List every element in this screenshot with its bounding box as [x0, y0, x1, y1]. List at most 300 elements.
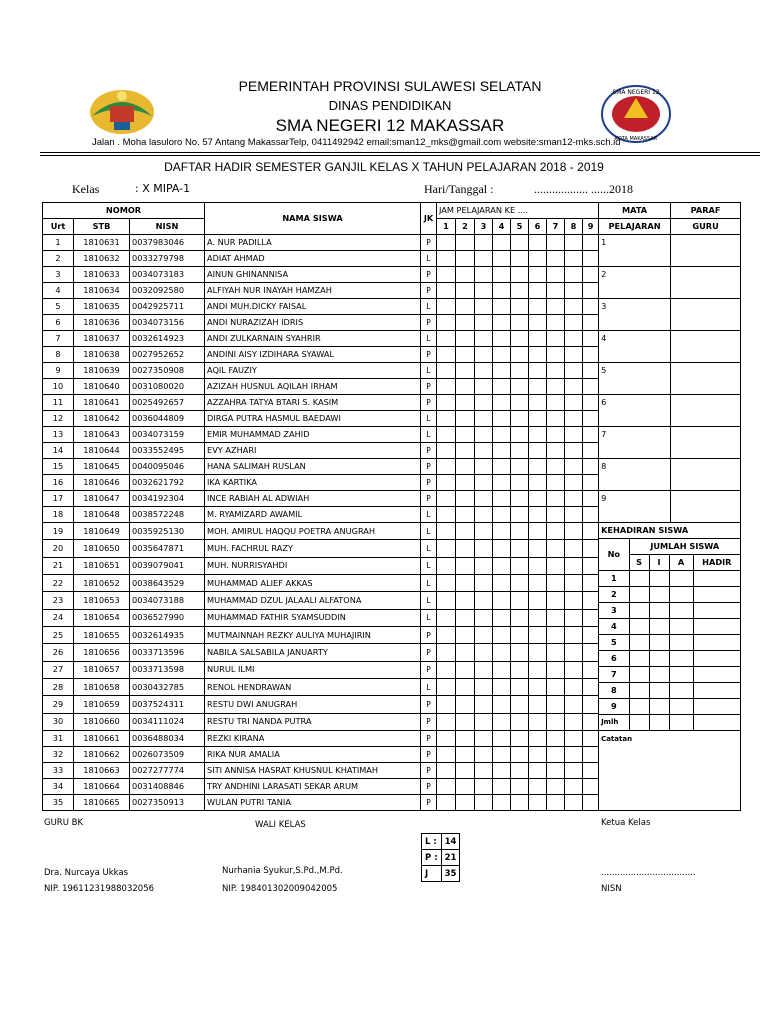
jam-checkbox-cell[interactable]	[437, 395, 456, 411]
alpa-cell[interactable]	[669, 635, 693, 651]
jam-checkbox-cell[interactable]	[493, 713, 511, 730]
jam-checkbox-cell[interactable]	[493, 491, 511, 507]
jam-checkbox-cell[interactable]	[583, 678, 599, 695]
jam-checkbox-cell[interactable]	[456, 626, 475, 643]
jam-checkbox-cell[interactable]	[511, 609, 529, 626]
jam-checkbox-cell[interactable]	[565, 507, 583, 523]
alpa-cell[interactable]	[669, 683, 693, 699]
jam-checkbox-cell[interactable]	[456, 713, 475, 730]
jam-checkbox-cell[interactable]	[529, 763, 547, 779]
jam-checkbox-cell[interactable]	[437, 592, 456, 609]
jam-checkbox-cell[interactable]	[456, 459, 475, 475]
jam-checkbox-cell[interactable]	[529, 475, 547, 491]
jam-checkbox-cell[interactable]	[437, 678, 456, 695]
jam-checkbox-cell[interactable]	[547, 283, 565, 299]
jam-checkbox-cell[interactable]	[511, 747, 529, 763]
jam-checkbox-cell[interactable]	[547, 491, 565, 507]
jam-checkbox-cell[interactable]	[583, 411, 599, 427]
jam-checkbox-cell[interactable]	[437, 523, 456, 540]
jam-checkbox-cell[interactable]	[493, 395, 511, 411]
jam-checkbox-cell[interactable]	[475, 609, 493, 626]
jam-checkbox-cell[interactable]	[583, 713, 599, 730]
jam-checkbox-cell[interactable]	[437, 459, 456, 475]
jam-checkbox-cell[interactable]	[437, 331, 456, 347]
jam-checkbox-cell[interactable]	[456, 696, 475, 713]
jam-checkbox-cell[interactable]	[565, 459, 583, 475]
hadir-cell[interactable]	[693, 635, 740, 651]
jam-checkbox-cell[interactable]	[547, 609, 565, 626]
jam-checkbox-cell[interactable]	[511, 523, 529, 540]
jam-checkbox-cell[interactable]	[583, 644, 599, 661]
jam-checkbox-cell[interactable]	[511, 235, 529, 251]
mata-pelajaran-cell[interactable]	[599, 459, 671, 491]
jam-checkbox-cell[interactable]	[475, 507, 493, 523]
jam-checkbox-cell[interactable]	[456, 411, 475, 427]
jam-checkbox-cell[interactable]	[437, 644, 456, 661]
jam-checkbox-cell[interactable]	[511, 411, 529, 427]
jam-checkbox-cell[interactable]	[437, 795, 456, 811]
jam-checkbox-cell[interactable]	[565, 523, 583, 540]
jam-checkbox-cell[interactable]	[583, 235, 599, 251]
jam-checkbox-cell[interactable]	[437, 475, 456, 491]
jam-checkbox-cell[interactable]	[583, 459, 599, 475]
jam-checkbox-cell[interactable]	[529, 299, 547, 315]
jam-checkbox-cell[interactable]	[547, 235, 565, 251]
jam-checkbox-cell[interactable]	[493, 661, 511, 678]
jam-checkbox-cell[interactable]	[529, 395, 547, 411]
jam-checkbox-cell[interactable]	[583, 251, 599, 267]
jam-checkbox-cell[interactable]	[456, 763, 475, 779]
jam-checkbox-cell[interactable]	[456, 540, 475, 557]
hadir-cell[interactable]	[693, 667, 740, 683]
jam-checkbox-cell[interactable]	[547, 795, 565, 811]
jam-checkbox-cell[interactable]	[547, 763, 565, 779]
jam-checkbox-cell[interactable]	[511, 491, 529, 507]
jam-checkbox-cell[interactable]	[565, 299, 583, 315]
sakit-cell[interactable]	[629, 603, 649, 619]
izin-cell[interactable]	[649, 587, 669, 603]
jam-checkbox-cell[interactable]	[583, 347, 599, 363]
mata-pelajaran-cell[interactable]	[599, 299, 671, 331]
jam-checkbox-cell[interactable]	[456, 363, 475, 379]
jam-checkbox-cell[interactable]	[493, 283, 511, 299]
jam-checkbox-cell[interactable]	[511, 731, 529, 747]
jam-checkbox-cell[interactable]	[475, 331, 493, 347]
jam-checkbox-cell[interactable]	[529, 283, 547, 299]
jam-checkbox-cell[interactable]	[565, 251, 583, 267]
jam-checkbox-cell[interactable]	[475, 251, 493, 267]
jam-checkbox-cell[interactable]	[456, 644, 475, 661]
jam-checkbox-cell[interactable]	[529, 331, 547, 347]
jam-checkbox-cell[interactable]	[437, 347, 456, 363]
jam-checkbox-cell[interactable]	[583, 795, 599, 811]
jam-checkbox-cell[interactable]	[565, 644, 583, 661]
jam-checkbox-cell[interactable]	[493, 540, 511, 557]
jam-checkbox-cell[interactable]	[511, 299, 529, 315]
jam-checkbox-cell[interactable]	[547, 779, 565, 795]
hadir-cell[interactable]	[693, 619, 740, 635]
mata-pelajaran-cell[interactable]	[599, 363, 671, 395]
jam-checkbox-cell[interactable]	[437, 491, 456, 507]
jam-checkbox-cell[interactable]	[547, 347, 565, 363]
jam-checkbox-cell[interactable]	[493, 299, 511, 315]
jam-checkbox-cell[interactable]	[456, 251, 475, 267]
jam-checkbox-cell[interactable]	[511, 696, 529, 713]
jam-checkbox-cell[interactable]	[475, 696, 493, 713]
jam-checkbox-cell[interactable]	[437, 747, 456, 763]
jam-checkbox-cell[interactable]	[529, 557, 547, 574]
jam-checkbox-cell[interactable]	[456, 395, 475, 411]
jam-checkbox-cell[interactable]	[565, 443, 583, 459]
jam-checkbox-cell[interactable]	[475, 427, 493, 443]
jam-checkbox-cell[interactable]	[493, 763, 511, 779]
jam-checkbox-cell[interactable]	[547, 557, 565, 574]
jam-checkbox-cell[interactable]	[493, 363, 511, 379]
hadir-cell[interactable]	[693, 683, 740, 699]
jam-checkbox-cell[interactable]	[437, 251, 456, 267]
jam-checkbox-cell[interactable]	[565, 557, 583, 574]
jam-checkbox-cell[interactable]	[547, 540, 565, 557]
jam-checkbox-cell[interactable]	[456, 491, 475, 507]
jam-checkbox-cell[interactable]	[529, 747, 547, 763]
mata-pelajaran-cell[interactable]	[599, 491, 671, 523]
jam-checkbox-cell[interactable]	[583, 779, 599, 795]
jam-checkbox-cell[interactable]	[547, 395, 565, 411]
jam-checkbox-cell[interactable]	[456, 379, 475, 395]
jam-checkbox-cell[interactable]	[583, 523, 599, 540]
jam-checkbox-cell[interactable]	[475, 267, 493, 283]
jam-checkbox-cell[interactable]	[475, 731, 493, 747]
jam-checkbox-cell[interactable]	[547, 747, 565, 763]
jam-checkbox-cell[interactable]	[565, 379, 583, 395]
jam-checkbox-cell[interactable]	[529, 427, 547, 443]
jam-checkbox-cell[interactable]	[583, 609, 599, 626]
jam-checkbox-cell[interactable]	[583, 315, 599, 331]
alpa-cell[interactable]	[669, 603, 693, 619]
jam-checkbox-cell[interactable]	[437, 379, 456, 395]
jam-checkbox-cell[interactable]	[511, 763, 529, 779]
jam-checkbox-cell[interactable]	[493, 779, 511, 795]
jam-checkbox-cell[interactable]	[583, 299, 599, 315]
jam-checkbox-cell[interactable]	[437, 411, 456, 427]
jam-checkbox-cell[interactable]	[529, 347, 547, 363]
jam-checkbox-cell[interactable]	[583, 731, 599, 747]
jam-checkbox-cell[interactable]	[547, 443, 565, 459]
jam-checkbox-cell[interactable]	[547, 299, 565, 315]
hadir-cell[interactable]	[693, 587, 740, 603]
jam-checkbox-cell[interactable]	[529, 795, 547, 811]
jam-checkbox-cell[interactable]	[511, 251, 529, 267]
jam-checkbox-cell[interactable]	[437, 696, 456, 713]
jam-checkbox-cell[interactable]	[493, 267, 511, 283]
jam-checkbox-cell[interactable]	[529, 443, 547, 459]
jam-checkbox-cell[interactable]	[493, 443, 511, 459]
jam-checkbox-cell[interactable]	[475, 795, 493, 811]
jam-checkbox-cell[interactable]	[475, 626, 493, 643]
jam-checkbox-cell[interactable]	[456, 609, 475, 626]
jam-checkbox-cell[interactable]	[583, 267, 599, 283]
jam-checkbox-cell[interactable]	[475, 299, 493, 315]
jam-checkbox-cell[interactable]	[493, 427, 511, 443]
jam-checkbox-cell[interactable]	[493, 523, 511, 540]
jam-checkbox-cell[interactable]	[565, 795, 583, 811]
jam-checkbox-cell[interactable]	[565, 779, 583, 795]
jam-checkbox-cell[interactable]	[565, 347, 583, 363]
jam-checkbox-cell[interactable]	[437, 267, 456, 283]
jam-checkbox-cell[interactable]	[456, 795, 475, 811]
jam-checkbox-cell[interactable]	[565, 540, 583, 557]
jam-checkbox-cell[interactable]	[437, 609, 456, 626]
mata-pelajaran-cell[interactable]	[599, 427, 671, 459]
jam-checkbox-cell[interactable]	[547, 678, 565, 695]
jam-checkbox-cell[interactable]	[475, 363, 493, 379]
paraf-guru-cell[interactable]	[671, 395, 741, 427]
jam-checkbox-cell[interactable]	[547, 427, 565, 443]
jam-checkbox-cell[interactable]	[493, 678, 511, 695]
jam-checkbox-cell[interactable]	[437, 626, 456, 643]
jam-checkbox-cell[interactable]	[475, 347, 493, 363]
mata-pelajaran-cell[interactable]	[599, 267, 671, 299]
jam-checkbox-cell[interactable]	[583, 557, 599, 574]
jam-checkbox-cell[interactable]	[529, 379, 547, 395]
jam-checkbox-cell[interactable]	[529, 235, 547, 251]
jam-checkbox-cell[interactable]	[493, 459, 511, 475]
jam-checkbox-cell[interactable]	[565, 626, 583, 643]
jam-checkbox-cell[interactable]	[456, 678, 475, 695]
sakit-cell[interactable]	[629, 667, 649, 683]
jam-checkbox-cell[interactable]	[583, 592, 599, 609]
jam-checkbox-cell[interactable]	[456, 299, 475, 315]
jam-checkbox-cell[interactable]	[493, 592, 511, 609]
jam-checkbox-cell[interactable]	[511, 626, 529, 643]
jam-checkbox-cell[interactable]	[493, 557, 511, 574]
jam-checkbox-cell[interactable]	[475, 779, 493, 795]
jam-checkbox-cell[interactable]	[511, 713, 529, 730]
jam-checkbox-cell[interactable]	[511, 363, 529, 379]
jam-checkbox-cell[interactable]	[456, 557, 475, 574]
jam-checkbox-cell[interactable]	[583, 363, 599, 379]
izin-cell[interactable]	[649, 571, 669, 587]
jam-checkbox-cell[interactable]	[547, 507, 565, 523]
alpa-cell[interactable]	[669, 587, 693, 603]
jam-checkbox-cell[interactable]	[565, 411, 583, 427]
jam-checkbox-cell[interactable]	[547, 661, 565, 678]
jam-checkbox-cell[interactable]	[547, 731, 565, 747]
jam-checkbox-cell[interactable]	[511, 678, 529, 695]
jam-checkbox-cell[interactable]	[511, 795, 529, 811]
jam-checkbox-cell[interactable]	[529, 696, 547, 713]
hadir-cell[interactable]	[693, 651, 740, 667]
sakit-cell[interactable]	[629, 635, 649, 651]
jam-checkbox-cell[interactable]	[437, 299, 456, 315]
jam-checkbox-cell[interactable]	[493, 644, 511, 661]
jam-checkbox-cell[interactable]	[437, 713, 456, 730]
izin-cell[interactable]	[649, 683, 669, 699]
jam-checkbox-cell[interactable]	[529, 363, 547, 379]
jam-checkbox-cell[interactable]	[583, 443, 599, 459]
jam-checkbox-cell[interactable]	[565, 661, 583, 678]
jam-checkbox-cell[interactable]	[547, 626, 565, 643]
jam-checkbox-cell[interactable]	[529, 713, 547, 730]
jam-checkbox-cell[interactable]	[475, 459, 493, 475]
alpa-cell[interactable]	[669, 619, 693, 635]
jam-checkbox-cell[interactable]	[529, 251, 547, 267]
jam-checkbox-cell[interactable]	[456, 507, 475, 523]
jam-checkbox-cell[interactable]	[475, 411, 493, 427]
jam-checkbox-cell[interactable]	[511, 427, 529, 443]
izin-cell[interactable]	[649, 699, 669, 715]
jam-checkbox-cell[interactable]	[475, 540, 493, 557]
jam-checkbox-cell[interactable]	[493, 411, 511, 427]
jam-checkbox-cell[interactable]	[529, 267, 547, 283]
jam-checkbox-cell[interactable]	[565, 592, 583, 609]
jam-checkbox-cell[interactable]	[547, 574, 565, 591]
hadir-cell[interactable]	[693, 603, 740, 619]
jam-checkbox-cell[interactable]	[493, 235, 511, 251]
jam-checkbox-cell[interactable]	[437, 427, 456, 443]
jam-checkbox-cell[interactable]	[583, 395, 599, 411]
hadir-cell[interactable]	[693, 571, 740, 587]
jam-checkbox-cell[interactable]	[456, 779, 475, 795]
jam-checkbox-cell[interactable]	[437, 731, 456, 747]
jam-checkbox-cell[interactable]	[529, 574, 547, 591]
jam-checkbox-cell[interactable]	[475, 713, 493, 730]
jam-checkbox-cell[interactable]	[529, 459, 547, 475]
jam-checkbox-cell[interactable]	[511, 379, 529, 395]
jam-checkbox-cell[interactable]	[583, 747, 599, 763]
jam-checkbox-cell[interactable]	[583, 379, 599, 395]
jam-checkbox-cell[interactable]	[475, 235, 493, 251]
paraf-guru-cell[interactable]	[671, 363, 741, 395]
jam-checkbox-cell[interactable]	[529, 411, 547, 427]
paraf-guru-cell[interactable]	[671, 267, 741, 299]
jam-checkbox-cell[interactable]	[565, 427, 583, 443]
jam-checkbox-cell[interactable]	[475, 747, 493, 763]
jam-checkbox-cell[interactable]	[456, 331, 475, 347]
jam-checkbox-cell[interactable]	[475, 523, 493, 540]
jam-checkbox-cell[interactable]	[565, 574, 583, 591]
jam-checkbox-cell[interactable]	[493, 795, 511, 811]
paraf-guru-cell[interactable]	[671, 299, 741, 331]
paraf-guru-cell[interactable]	[671, 331, 741, 363]
jam-checkbox-cell[interactable]	[583, 283, 599, 299]
paraf-guru-cell[interactable]	[671, 491, 741, 523]
jam-checkbox-cell[interactable]	[529, 678, 547, 695]
jam-checkbox-cell[interactable]	[493, 347, 511, 363]
jam-checkbox-cell[interactable]	[493, 331, 511, 347]
jam-checkbox-cell[interactable]	[529, 507, 547, 523]
jam-checkbox-cell[interactable]	[583, 507, 599, 523]
jam-checkbox-cell[interactable]	[547, 475, 565, 491]
paraf-guru-cell[interactable]	[671, 235, 741, 267]
sakit-cell[interactable]	[629, 683, 649, 699]
jam-checkbox-cell[interactable]	[547, 267, 565, 283]
jam-checkbox-cell[interactable]	[475, 379, 493, 395]
jam-checkbox-cell[interactable]	[529, 609, 547, 626]
jam-checkbox-cell[interactable]	[511, 347, 529, 363]
jam-checkbox-cell[interactable]	[475, 763, 493, 779]
jam-checkbox-cell[interactable]	[547, 411, 565, 427]
jam-checkbox-cell[interactable]	[565, 363, 583, 379]
jam-checkbox-cell[interactable]	[475, 443, 493, 459]
sakit-cell[interactable]	[629, 571, 649, 587]
jam-checkbox-cell[interactable]	[565, 491, 583, 507]
jam-checkbox-cell[interactable]	[437, 315, 456, 331]
catatan-box[interactable]	[599, 731, 741, 811]
jam-checkbox-cell[interactable]	[511, 395, 529, 411]
jam-checkbox-cell[interactable]	[511, 592, 529, 609]
alpa-cell[interactable]	[669, 651, 693, 667]
jam-checkbox-cell[interactable]	[493, 696, 511, 713]
jam-checkbox-cell[interactable]	[583, 574, 599, 591]
jam-checkbox-cell[interactable]	[511, 283, 529, 299]
jam-checkbox-cell[interactable]	[565, 713, 583, 730]
alpa-cell[interactable]	[669, 667, 693, 683]
jam-checkbox-cell[interactable]	[456, 592, 475, 609]
jam-checkbox-cell[interactable]	[583, 661, 599, 678]
jam-checkbox-cell[interactable]	[583, 763, 599, 779]
jam-checkbox-cell[interactable]	[529, 315, 547, 331]
jam-checkbox-cell[interactable]	[511, 315, 529, 331]
jam-checkbox-cell[interactable]	[547, 459, 565, 475]
jam-checkbox-cell[interactable]	[565, 609, 583, 626]
izin-cell[interactable]	[649, 651, 669, 667]
jam-checkbox-cell[interactable]	[493, 507, 511, 523]
jam-checkbox-cell[interactable]	[583, 696, 599, 713]
jam-checkbox-cell[interactable]	[475, 678, 493, 695]
jam-checkbox-cell[interactable]	[493, 475, 511, 491]
mata-pelajaran-cell[interactable]	[599, 395, 671, 427]
jam-checkbox-cell[interactable]	[547, 315, 565, 331]
jam-checkbox-cell[interactable]	[456, 235, 475, 251]
izin-cell[interactable]	[649, 603, 669, 619]
jam-checkbox-cell[interactable]	[547, 379, 565, 395]
jam-checkbox-cell[interactable]	[475, 592, 493, 609]
jam-checkbox-cell[interactable]	[529, 491, 547, 507]
jam-checkbox-cell[interactable]	[437, 283, 456, 299]
jam-checkbox-cell[interactable]	[511, 459, 529, 475]
jam-checkbox-cell[interactable]	[583, 540, 599, 557]
jam-checkbox-cell[interactable]	[529, 523, 547, 540]
jam-checkbox-cell[interactable]	[511, 331, 529, 347]
jam-checkbox-cell[interactable]	[529, 661, 547, 678]
jam-checkbox-cell[interactable]	[437, 235, 456, 251]
jam-checkbox-cell[interactable]	[493, 574, 511, 591]
jam-checkbox-cell[interactable]	[511, 443, 529, 459]
jam-checkbox-cell[interactable]	[565, 731, 583, 747]
jam-checkbox-cell[interactable]	[511, 644, 529, 661]
jam-checkbox-cell[interactable]	[493, 609, 511, 626]
jam-checkbox-cell[interactable]	[475, 283, 493, 299]
sakit-cell[interactable]	[629, 699, 649, 715]
jam-checkbox-cell[interactable]	[565, 763, 583, 779]
jam-checkbox-cell[interactable]	[437, 661, 456, 678]
hadir-cell[interactable]	[693, 699, 740, 715]
jam-checkbox-cell[interactable]	[547, 331, 565, 347]
izin-cell[interactable]	[649, 619, 669, 635]
jam-checkbox-cell[interactable]	[529, 644, 547, 661]
jam-checkbox-cell[interactable]	[456, 661, 475, 678]
jam-checkbox-cell[interactable]	[493, 731, 511, 747]
jam-checkbox-cell[interactable]	[565, 696, 583, 713]
jam-checkbox-cell[interactable]	[456, 523, 475, 540]
paraf-guru-cell[interactable]	[671, 459, 741, 491]
jam-checkbox-cell[interactable]	[456, 731, 475, 747]
jam-checkbox-cell[interactable]	[511, 574, 529, 591]
jam-checkbox-cell[interactable]	[437, 763, 456, 779]
jam-checkbox-cell[interactable]	[511, 507, 529, 523]
jam-checkbox-cell[interactable]	[493, 251, 511, 267]
